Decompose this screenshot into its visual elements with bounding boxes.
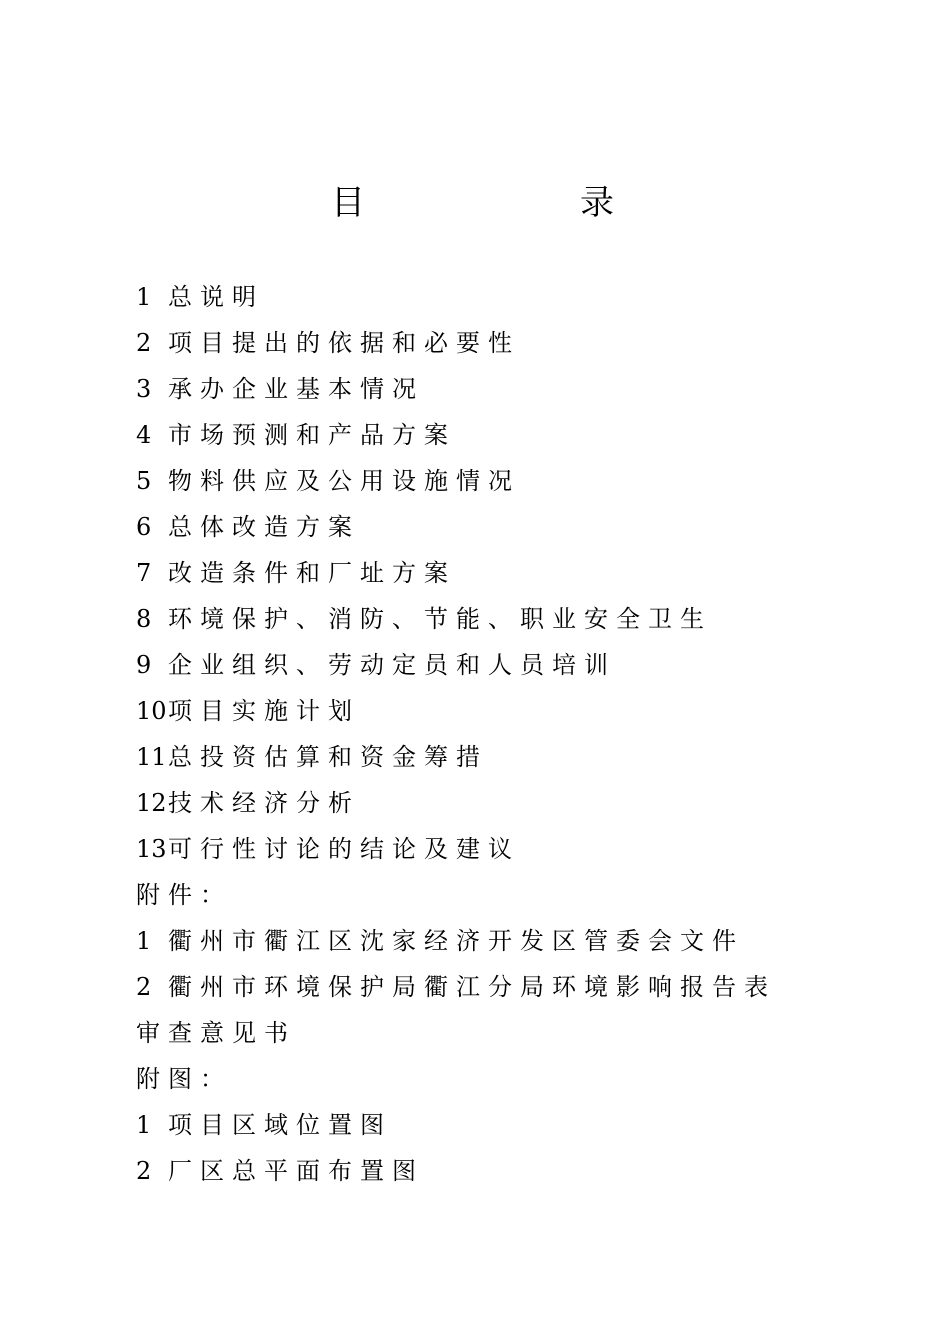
- toc-entry-number: 7: [136, 559, 152, 587]
- toc-entry-title: 市场预测和产品方案: [168, 421, 456, 449]
- toc-entry: [136, 550, 856, 596]
- toc-entry-title: 改造条件和厂址方案: [168, 559, 456, 587]
- figure-title: 项目区域位置图: [168, 1111, 392, 1139]
- attachment-item: [136, 964, 856, 1010]
- toc-entry: [136, 688, 856, 734]
- toc-entry-title: 企业组织、劳动定员和人员培训: [168, 651, 616, 679]
- toc-entry: [136, 596, 856, 642]
- attachment-item: [136, 918, 856, 964]
- toc-entry-title: 总投资估算和资金筹措: [168, 743, 488, 771]
- toc-entry: [136, 780, 856, 826]
- attachments-heading: 附件：: [136, 881, 232, 909]
- toc-entry-number: 9: [136, 651, 152, 679]
- toc-entry-title: 物料供应及公用设施情况: [168, 467, 520, 495]
- attachment-title: 衢州市衢江区沈家经济开发区管委会文件: [168, 927, 744, 955]
- toc-entry: [136, 734, 856, 780]
- figures-heading: 附图：: [136, 1065, 232, 1093]
- toc-entry-number: 3: [136, 375, 152, 403]
- toc-entry-title: 承办企业基本情况: [168, 375, 424, 403]
- figure-item: [136, 1102, 856, 1148]
- figure-item: [136, 1148, 856, 1194]
- toc-entry: [136, 366, 856, 412]
- title-char-1: 目: [331, 183, 365, 223]
- toc-entry-number: 1: [136, 283, 152, 311]
- toc-entry-number: 8: [136, 605, 152, 633]
- toc-entry-title: 可行性讨论的结论及建议: [168, 835, 520, 863]
- toc-entry-number: 4: [136, 421, 152, 449]
- toc-entry: [136, 642, 856, 688]
- toc-entry-number: 11: [136, 743, 167, 771]
- attachment-number: 1: [136, 927, 152, 955]
- toc-entry-title: 总体改造方案: [168, 513, 360, 541]
- toc-entry-title: 总说明: [168, 283, 264, 311]
- figure-number: 2: [136, 1157, 152, 1185]
- figure-title: 厂区总平面布置图: [168, 1157, 424, 1185]
- toc-entry-number: 10: [136, 697, 167, 725]
- toc-entry-number: 2: [136, 329, 152, 357]
- toc-entry-title: 项目实施计划: [168, 697, 360, 725]
- toc-entry: [136, 412, 856, 458]
- toc-entry: [136, 320, 856, 366]
- title-char-2: 录: [580, 183, 614, 223]
- attachment-number: 2: [136, 973, 152, 1001]
- toc-entry: [136, 458, 856, 504]
- toc-entry-number: 13: [136, 835, 167, 863]
- document-title: [0, 180, 950, 230]
- toc-entry-number: 12: [136, 789, 167, 817]
- toc-entry: [136, 504, 856, 550]
- toc-entry-title: 技术经济分析: [168, 789, 360, 817]
- toc-entry: [136, 274, 856, 320]
- figure-number: 1: [136, 1111, 152, 1139]
- attachment-title-continued: 审查意见书: [136, 1019, 296, 1047]
- toc-entry-title: 项目提出的依据和必要性: [168, 329, 520, 357]
- table-of-contents: [136, 274, 856, 1194]
- toc-entry-number: 6: [136, 513, 152, 541]
- toc-entry: [136, 826, 856, 872]
- toc-entry-number: 5: [136, 467, 152, 495]
- attachment-title: 衢州市环境保护局衢江分局环境影响报告表: [168, 973, 776, 1001]
- toc-entry-title: 环境保护、消防、节能、职业安全卫生: [168, 605, 712, 633]
